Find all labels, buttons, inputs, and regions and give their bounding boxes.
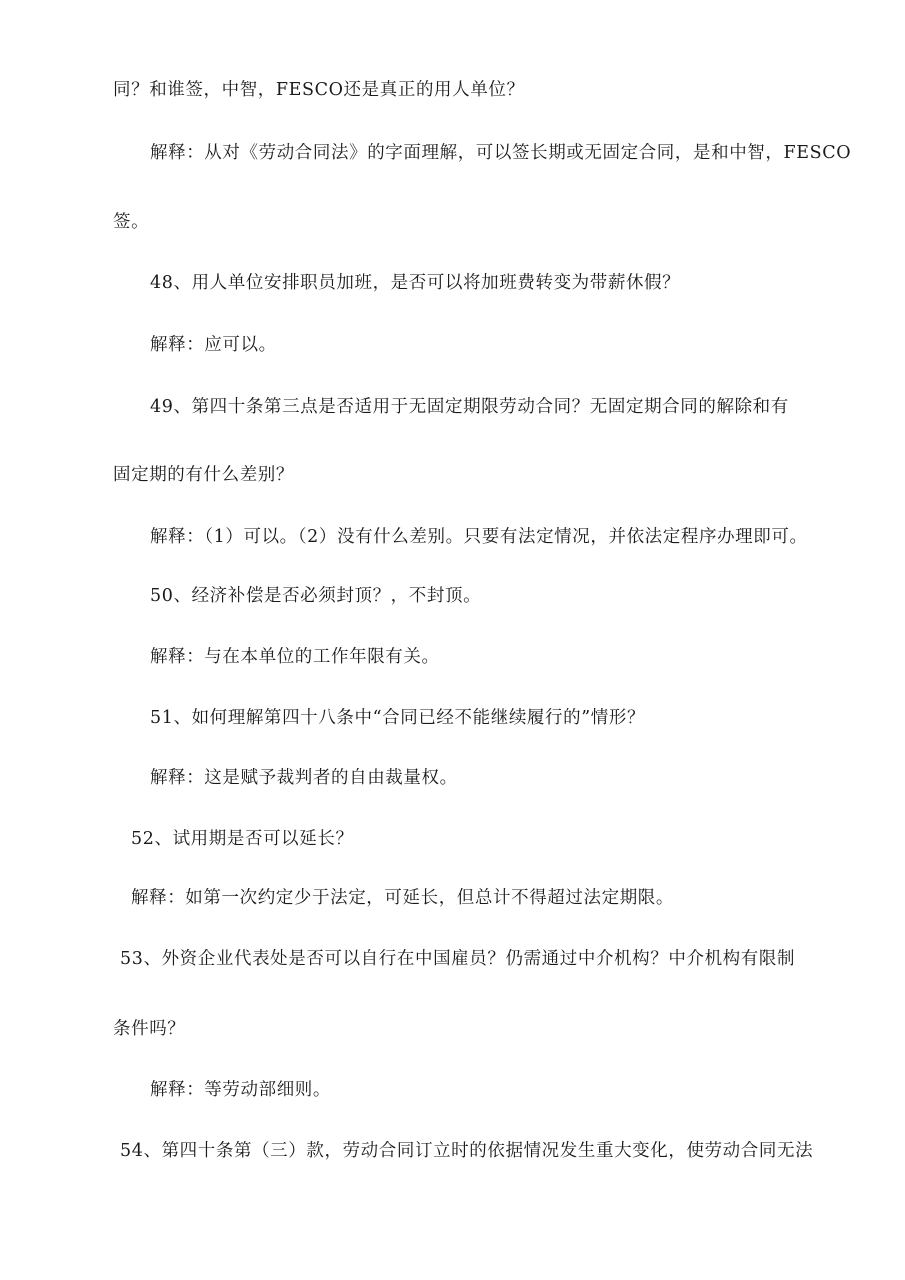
text-line: 52、试用期是否可以延长？: [131, 829, 354, 849]
text-line: 解释：等劳动部细则。: [150, 1080, 331, 1100]
text-line: 解释：应可以。: [150, 335, 277, 355]
text-line: 条件吗？: [113, 1019, 186, 1039]
text-line: 49、第四十条第三点是否适用于无固定期限劳动合同？无固定期合同的解除和有: [150, 397, 789, 417]
text-line: 51、如何理解第四十八条中“合同已经不能继续履行的”情形？: [150, 708, 646, 728]
text-line: 解释：（1）可以。（2）没有什么差别。只要有法定情况，并依法定程序办理即可。: [150, 527, 808, 547]
text-line: 解释：从对《劳动合同法》的字面理解，可以签长期或无固定合同，是和中智，FESCO: [150, 143, 852, 163]
text-line: 签。: [113, 212, 150, 232]
text-line: 54、第四十条第（三）款，劳动合同订立时的依据情况发生重大变化，使劳动合同无法: [120, 1141, 814, 1161]
text-line: 53、外资企业代表处是否可以自行在中国雇员？仍需通过中介机构？中介机构有限制: [120, 949, 796, 969]
text-line: 解释：与在本单位的工作年限有关。: [150, 647, 440, 667]
text-line: 解释：如第一次约定少于法定，可延长，但总计不得超过法定期限。: [131, 888, 674, 908]
text-line: 同？和谁签，中智，FESCO还是真正的用人单位？: [113, 80, 525, 100]
text-line: 固定期的有什么差别？: [113, 465, 294, 485]
text-line: 解释：这是赋予裁判者的自由裁量权。: [150, 768, 458, 788]
text-line: 50、经济补偿是否必须封顶？，不封顶。: [150, 586, 482, 606]
text-line: 48、用人单位安排职员加班，是否可以将加班费转变为带薪休假？: [150, 273, 681, 293]
